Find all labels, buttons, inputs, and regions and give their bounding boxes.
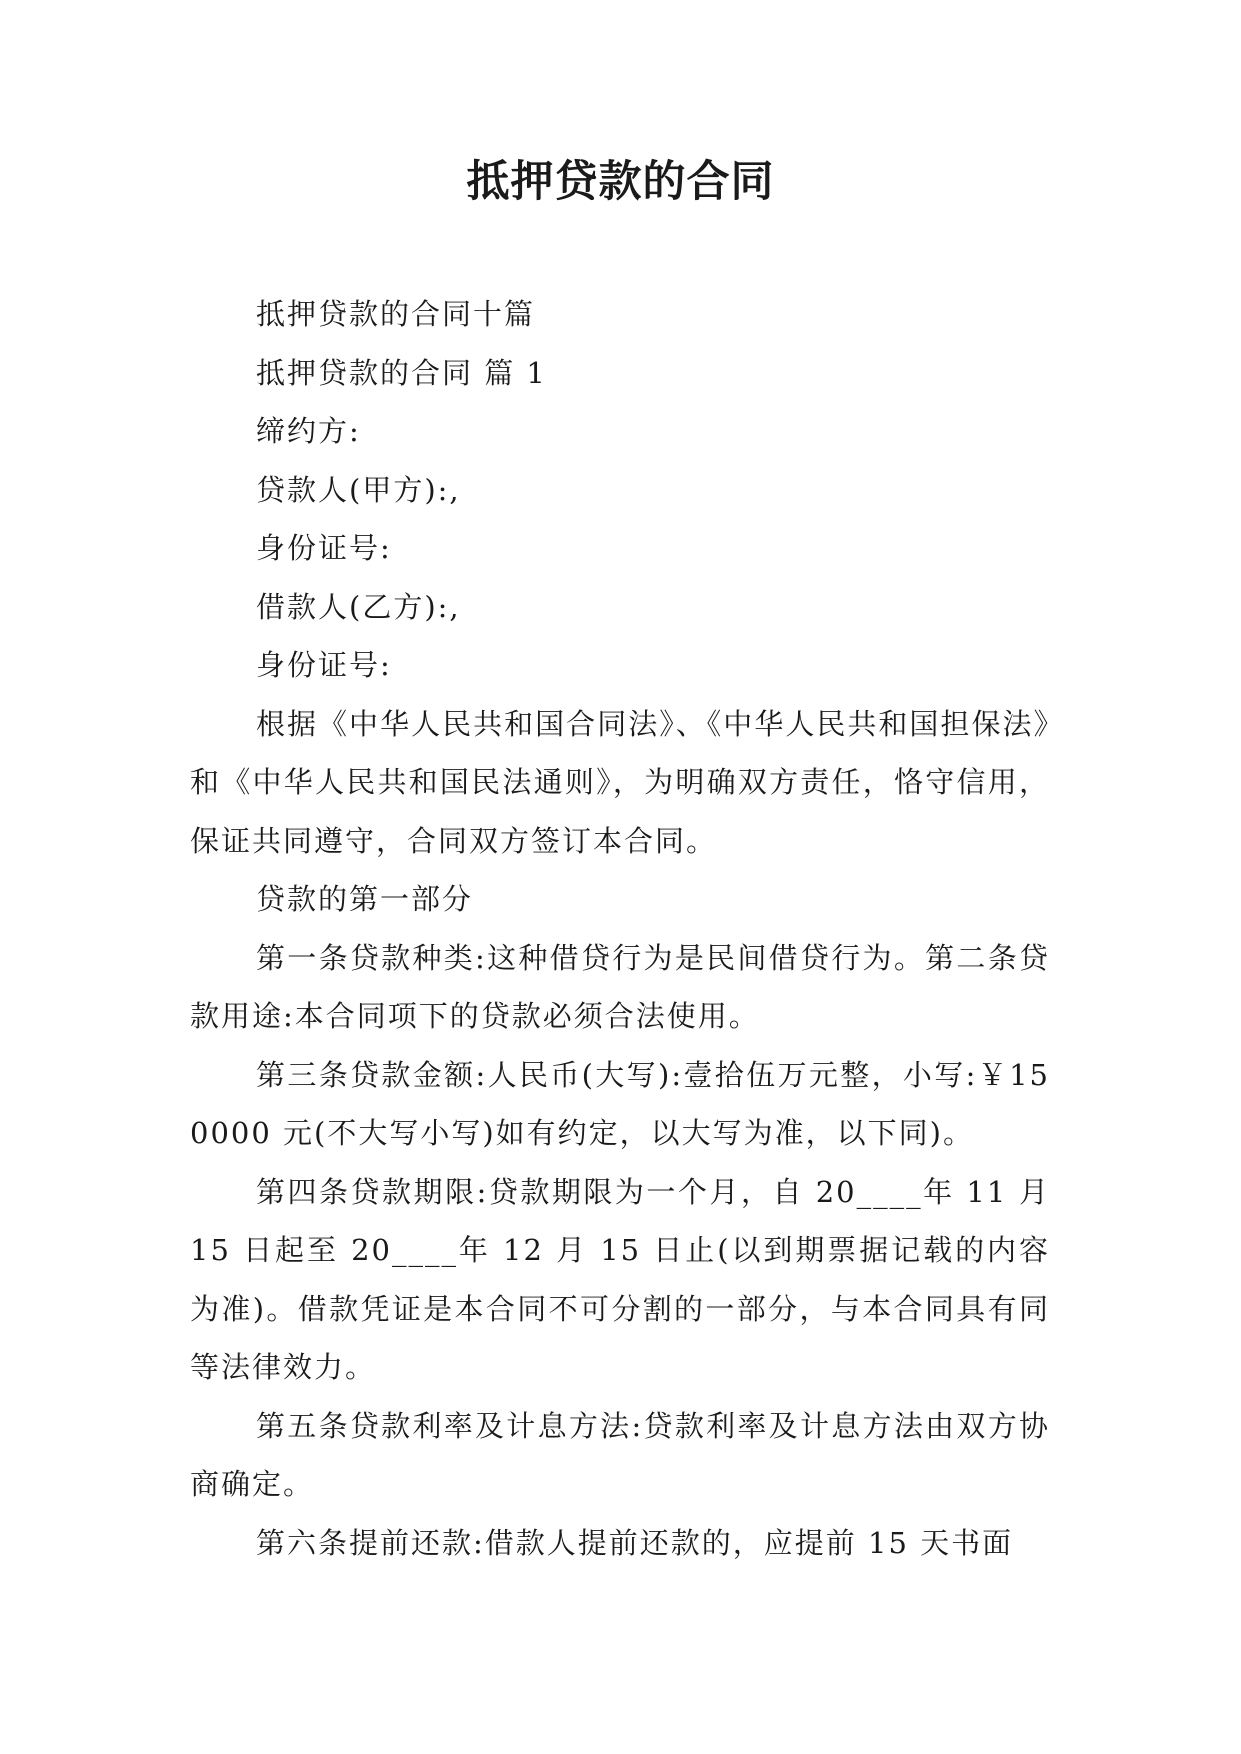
paragraph-lender-id: 身份证号: bbox=[256, 531, 392, 565]
paragraph-borrower-id: 身份证号: bbox=[256, 648, 392, 682]
paragraph-section-heading: 抵押贷款的合同 篇 1 bbox=[256, 355, 547, 390]
paragraph-part-one: 贷款的第一部分 bbox=[256, 882, 474, 916]
document-title: 抵押贷款的合同 bbox=[466, 157, 775, 207]
document-body bbox=[190, 285, 1050, 1572]
paragraph-article-4: 第四条贷款期限:贷款期限为一个月，自 20____年 11 月 15 日起至 20____年 12 月 15 日止(以到期票据记载的内容为准)。借款凭证是本合同不可分割的一部分，与本合同具有同等法律效力。 bbox=[190, 1174, 1050, 1384]
paragraph-lender: 贷款人(甲方):, bbox=[256, 472, 461, 507]
paragraph-article-5: 第五条贷款利率及计息方法:贷款利率及计息方法由双方协商确定。 bbox=[190, 1408, 1050, 1501]
paragraph-article-1-2: 第一条贷款种类:这种借贷行为是民间借贷行为。第二条贷款用途:本合同项下的贷款必须合法使用。 bbox=[190, 940, 1050, 1033]
paragraph-article-6: 第六条提前还款:借款人提前还款的，应提前 15 天书面 bbox=[256, 1525, 1014, 1560]
paragraph-borrower: 借款人(乙方):, bbox=[256, 589, 461, 624]
paragraph-subtitle: 抵押贷款的合同十篇 bbox=[256, 297, 536, 331]
paragraph-parties-label: 缔约方: bbox=[256, 414, 361, 448]
paragraph-article-3: 第三条贷款金额:人民币(大写):壹拾伍万元整，小写:￥150000 元(不大写小写)如有约定，以大写为准，以下同)。 bbox=[190, 1057, 1050, 1150]
paragraph-preamble: 根据《中华人民共和国合同法》、《中华人民共和国担保法》和《中华人民共和国民法通则》，为明确双方责任，恪守信用，保证共同遵守，合同双方签订本合同。 bbox=[190, 706, 1050, 858]
